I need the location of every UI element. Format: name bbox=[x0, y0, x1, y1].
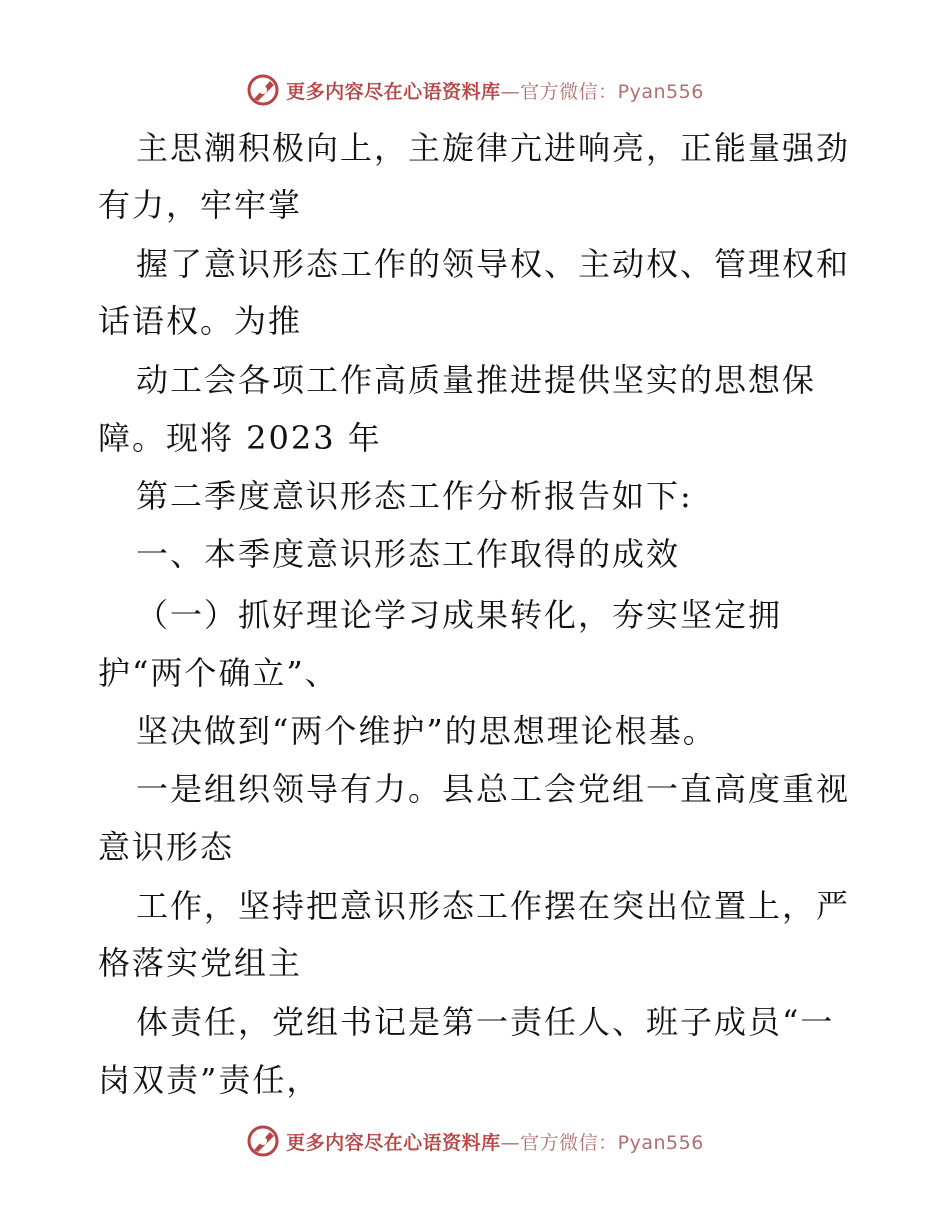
subsection-heading: （一）抓好理论学习成果转化，夯实坚定拥 bbox=[136, 596, 783, 634]
pen-circle-logo-icon bbox=[246, 73, 280, 107]
pen-circle-logo-icon bbox=[246, 1124, 280, 1158]
section-heading: 一、本季度意识形态工作取得的成效 bbox=[136, 535, 681, 573]
paragraph-line: 一是组织领导有力。县总工会党组一直高度重视 bbox=[136, 770, 851, 808]
footer-watermark-text bbox=[286, 1128, 704, 1155]
header-watermark-text bbox=[286, 77, 704, 104]
paragraph-line: 有力，牢牢掌 bbox=[98, 186, 303, 224]
header-watermark-banner bbox=[0, 70, 950, 110]
footer-watermark-right: 官方微信：Pyan556 bbox=[520, 1131, 704, 1154]
paragraph-line: 体责任，党组书记是第一责任人、班子成员“一 bbox=[136, 1003, 835, 1041]
paragraph-line: 格落实党组主 bbox=[98, 944, 303, 982]
paragraph-line: 岗双责”责任， bbox=[98, 1061, 321, 1099]
paragraph-line: 话语权。为推 bbox=[98, 302, 303, 340]
header-watermark-left: 更多内容尽在心语资料库 bbox=[286, 80, 501, 103]
paragraph-line: 握了意识形态工作的领导权、主动权、管理权和 bbox=[136, 245, 851, 283]
footer-watermark-banner bbox=[0, 1121, 950, 1161]
paragraph-line: 动工会各项工作高质量推进提供坚实的思想保 bbox=[136, 361, 817, 399]
paragraph-line: 意识形态 bbox=[98, 828, 235, 866]
paragraph-line: 主思潮积极向上，主旋律亢进响亮，正能量强劲 bbox=[136, 129, 851, 167]
footer-watermark-left: 更多内容尽在心语资料库 bbox=[286, 1131, 501, 1154]
paragraph-line: 工作，坚持把意识形态工作摆在突出位置上，严 bbox=[136, 887, 851, 925]
footer-watermark-dash: — bbox=[500, 1131, 521, 1154]
header-watermark-right: 官方微信：Pyan556 bbox=[520, 80, 704, 103]
paragraph-line: 第二季度意识形态工作分析报告如下: bbox=[136, 477, 693, 515]
paragraph-line: 障。现将 2023 年 bbox=[98, 419, 382, 457]
subsection-heading-continued: 护“两个确立”、 bbox=[98, 654, 339, 692]
paragraph-line: 坚决做到“两个维护”的思想理论根基。 bbox=[136, 712, 717, 750]
header-watermark-dash: — bbox=[500, 80, 521, 103]
